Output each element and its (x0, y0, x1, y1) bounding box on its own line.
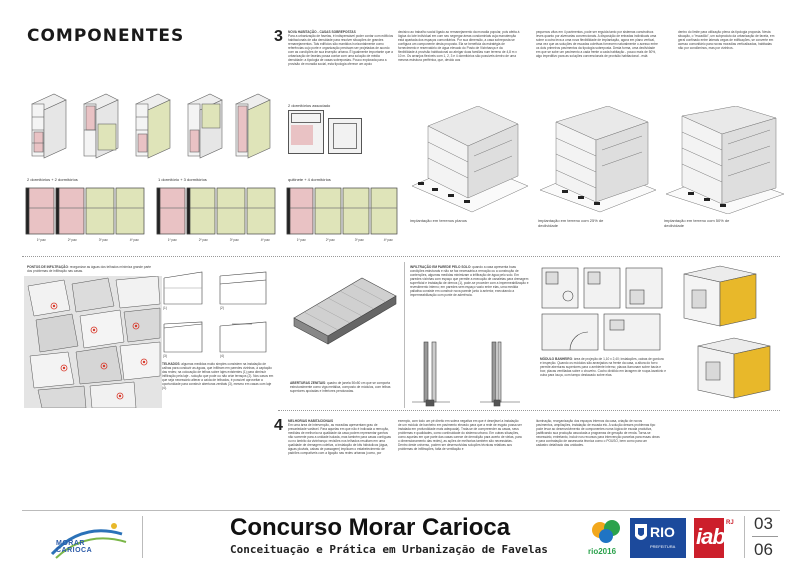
axon-2 (84, 94, 118, 158)
axon-3 (136, 94, 170, 158)
plans-1-plus-3 (155, 184, 281, 244)
section-number-4: 4 (274, 417, 283, 434)
roof-sections (162, 268, 272, 362)
label-2-plus-2: 2 dormitórios + 2 dormitórios (27, 177, 78, 182)
axon-5 (236, 94, 270, 158)
section3-text-col3: pequenos vãos em 4 pavimentos, pode ser erguida tanto por sistemas construtivos leves quanto por alvenarias convencionais. A disposição de entradas individuais uma sobre a outra leva a uma nova flexibilidade de implantação, agora em plano vertical, uma vez que as soluções de escadas coletivas fornecem naturalmente o acesso entre os dois primeiros pavimentos da tipologia sobreposta. Desta forma, uma declividade em que se sobe um pavimento a cada frente a cada habitação - pouco mais de 50%, algo impeditivo para as soluções convencionais de provisão habitacional - está (536, 30, 658, 58)
roofs-text: TELHADOS: algumas medidas muito simples consistem na instalação de calhas para conduzir as águas, que infiltram em paredes vizinhas, à captação das redes; na colocação de telhas sobre lajes existentes (1) para diminuir infiltração pela laje - solução que pode ou não criar terraços (2). Nos casos em que seja necessário alterar a caída de telhados, é possível aproveitar a oportunidade para construir aberturas zenitais (3), mesmo em casas com laje (4). (162, 362, 274, 390)
terrain-axonometrics (408, 106, 788, 214)
housing-axonometrics (24, 84, 274, 162)
bathroom-plans (540, 266, 664, 354)
footer-divider-left (142, 516, 143, 558)
section3-text-col4: dentro do limite para utilização plena da tipologia proposta. Nesta situação, o "escadão", um subproduto da urbanização de favela, em geral confinado entre laterais cegas de edificações, se converte em acesso comunitário para novas moradias verticalizadas, habitadas não por condôminos, mas por vizinhos. (678, 30, 775, 50)
morar-carioca-logo-icon (42, 514, 132, 562)
iab-rj-label: RJ (726, 520, 734, 526)
column-divider (404, 262, 405, 408)
terrain-flat (412, 106, 528, 212)
section3-heading: NOVA HABITAÇÃO - CASAS SOBREPOSTAS (288, 30, 356, 34)
zenithal-heading: ABERTURAS ZENITAIS (290, 381, 326, 385)
plan-associado (288, 110, 324, 154)
page-total: 06 (754, 540, 773, 559)
section-number-3: 3 (274, 28, 283, 45)
bathroom-heading: MÓDULO BANHEIRO (540, 357, 573, 361)
fig-label-2: (2) (220, 306, 224, 310)
section4-divider (278, 410, 780, 411)
fig-label-4: (4) (220, 354, 224, 358)
section4-text-col2: exemplo, com todo um pé direito em solera negativa em que é desejável a instalação de um módulo de banheiro em pavimento elevado para que a rede de esgoto possa ser instalada em profundidade mais adequada). Trata-se de compreender as casas, seus problemas e qualidades, como continuidade do sistema urbano. Em outras situações, como aquelas em que parte das casas carece de demolição para acerto de vielas, para o dimensionamento das redes), as ações de melhorias também são necessárias. Dentro deste universo, podem ser desenvolvidas soluções técnicas relativas aos problemas de infiltrações, falta de ventilação e (398, 419, 522, 451)
city-crest-icon (633, 522, 649, 546)
page-current: 03 (754, 514, 773, 533)
footer-divider-right (744, 516, 745, 558)
section3-text-col1: NOVA HABITAÇÃO - CASAS SOBREPOSTAS Para a urbanização de favelas, é indispensável poder contar com edifícios habitacionais de alta densidade para resolver situações de grandes remanejamentos. Tais edifícios são mantidos horizontalmente como referências cujo porte e organização precisam ser projetadas de acordo com as condições de sua inserção urbana. É igualmente importante que a urbanização de favelas possa contar com uma solução de média densidade: a tipologia de casas sobrepostas. Pouco explorada para a provisão de moradia social, esta tipologia oferece um apoio (288, 30, 394, 66)
section4-text-col3: iluminação, reorganização dos espaços internos da casa, criação de novos pavimentos, ampliações, instalação de escada etc. A solução desses problemas tipo pode levar ao desenvolvimento de componentes numa lógica de escala produtiva, justificando sua produção associada a programas de geração de renda. Torna-se necessário, entretanto, incluir nos recursos para intervenção parcelas para essas obras e para contratação de assessoria técnica como o POUSO, bem como para um cadastro detalhado das unidades. (536, 419, 660, 447)
fig-label-3: (3) (163, 354, 167, 358)
footer-subtitle: Conceituação e Prática em Urbanização de Favelas (230, 543, 548, 556)
caption-flat-terrain: implantação em terrenos planos (410, 218, 467, 223)
plans-2-plus-2 (24, 184, 150, 244)
wall-infiltration-heading: INFILTRAÇÃO EM PAREDE PELO SOLO (410, 265, 471, 269)
label-quit-plus-4: quitinete + 4 dormitórios (288, 177, 331, 182)
section-divider (22, 256, 780, 257)
plans-quit-plus-4 (285, 184, 405, 244)
rio2016-logo: rio2016 (588, 516, 624, 560)
caption-50-terrain: implantação em terreno com 50% de declividade (664, 218, 730, 228)
label-1-plus-3: 1 dormitório + 3 dormitórios (158, 177, 207, 182)
section4-text-col1: MELHORIAS HABITACIONAIS Em uma área de intervenção, as moradias apresentam grau de precariedade variável. Para aquelas em que não é indicada a remoção, medidas de melhoria na qualidade da casa podem representar ganhos não somente para a unidade isolada, mas também para casas contíguas ou no âmbito da vizinhança: revisões nos telhados resultam em uma qualidade de drenagem coletiva, a instalação de kits hidráulicos (água, águas pluviais, caixas de passagem) implicam o estabelecimento de padrões compatíveis com a ligação nas redes urbanas (como, por (288, 419, 391, 455)
morar-carioca-logo: MORAR CARIOCA (42, 514, 132, 562)
plan-associado-2 (328, 118, 362, 154)
caption-25-terrain: implantação em terreno com 25% de declividade (538, 218, 604, 228)
section3-text-col2: decisivo ao trabalho social ligado ao remanejamento da moradia popular, pois afeita à lógica do lote individual em com seu segregar áreas condominiais cuja manutenção está apartada dos espaços comunitários. Por sua dimensão, a casa sobreposta se configura um componente desta proposta. Ela se beneficia da estratégia de fornecimento e reservatório de água elevado do Posto de Vizinhança e da flexibilidade à provisão habitacional ao abrigar duas famílias num terreno de 4,8 m x 10 m. Os arranjos flexíveis com 1, 2, 3 e 4 dormitórios são possíveis dentro de uma mesma estrutura periférica, que, devido aos (398, 30, 520, 62)
wall-infiltration-text: INFILTRAÇÃO EM PAREDE PELO SOLO: quando a casa apresenta boas condições estruturais e não se faz necessária a remoção ou a construção de contenções, algumas medidas minimizam a infiltração de água pelo solo. Em paredes vizinhas com espaço que permite a execução de canaletas para drenagem superficial e instalação de drenos (1), pode-se proceder com a impermeabilização e revestimento interno; em paredes sem espaço vazio entre elas, uma medida paliativa consiste em construir nova parede junto à anterior, executando a impermeabilização com ponte de aderência. (410, 265, 529, 297)
page-title: COMPONENTES (27, 26, 185, 46)
roofs-heading: TELHADOS (162, 362, 180, 366)
terrain-50 (666, 106, 784, 214)
zenithal-opening-axon (288, 270, 400, 370)
rio2016-emblem-icon (588, 516, 624, 546)
infiltration-heading: PONTOS DE INFILTRAÇÃO (27, 265, 68, 269)
section4-heading: MELHORIAS HABITACIONAIS (288, 419, 334, 423)
footer-title: Concurso Morar Carioca (230, 514, 511, 541)
bathroom-text: MÓDULO BANHEIRO: área de projeção de 1,10 x 2,40; instalações, caixas de gordura e inspeção. Quando os módulos são arranjados na frente da casa, a altura do forro permite aberturas superiores para o ambiente interno; placas ilumunam sobre bacia e box; placas ventiladas sobre o chuveiro. Cocho dividido em lavagem de roupa-lavatório e cuba para louça, com tampo destacado sobre elas. (540, 357, 666, 377)
fig-label-1: (1) (163, 306, 167, 310)
infiltration-intro: PONTOS DE INFILTRAÇÃO: reorganizar as águas dos telhados minimiza grande parte dos problemas de infiltração nas casas. (27, 265, 152, 273)
zenithal-text: ABERTURAS ZENITAIS: quadro de janela 50x50 cm que se comporta estruturalmente como viga metálica, composto de módulos, com telhas superiores apoiadas e inferiores penduradas. (290, 381, 391, 393)
terrain-25 (540, 106, 656, 212)
floor-labels-b: 1º pav. 2º pav. 3º pav. 4º pav. (167, 238, 271, 242)
page-fraction-line (752, 536, 778, 537)
floor-labels-c: 1º pav. 2º pav. 3º pav. 4º pav. (296, 238, 394, 242)
rio-prefeitura-logo: RIO PREFEITURA (630, 518, 686, 558)
wall-sections (410, 338, 534, 410)
iab-logo: iab (694, 518, 724, 558)
label-2-dorm-associado: 2 dormitórios associado (288, 103, 331, 108)
axon-1 (32, 94, 66, 158)
floor-labels-a: 1º pav. 2º pav. 3º pav. 4º pav. (36, 238, 140, 242)
roof-aerial-map (24, 276, 162, 408)
bathroom-renders (676, 264, 780, 404)
footer-divider (22, 510, 780, 511)
axon-4 (188, 94, 222, 158)
